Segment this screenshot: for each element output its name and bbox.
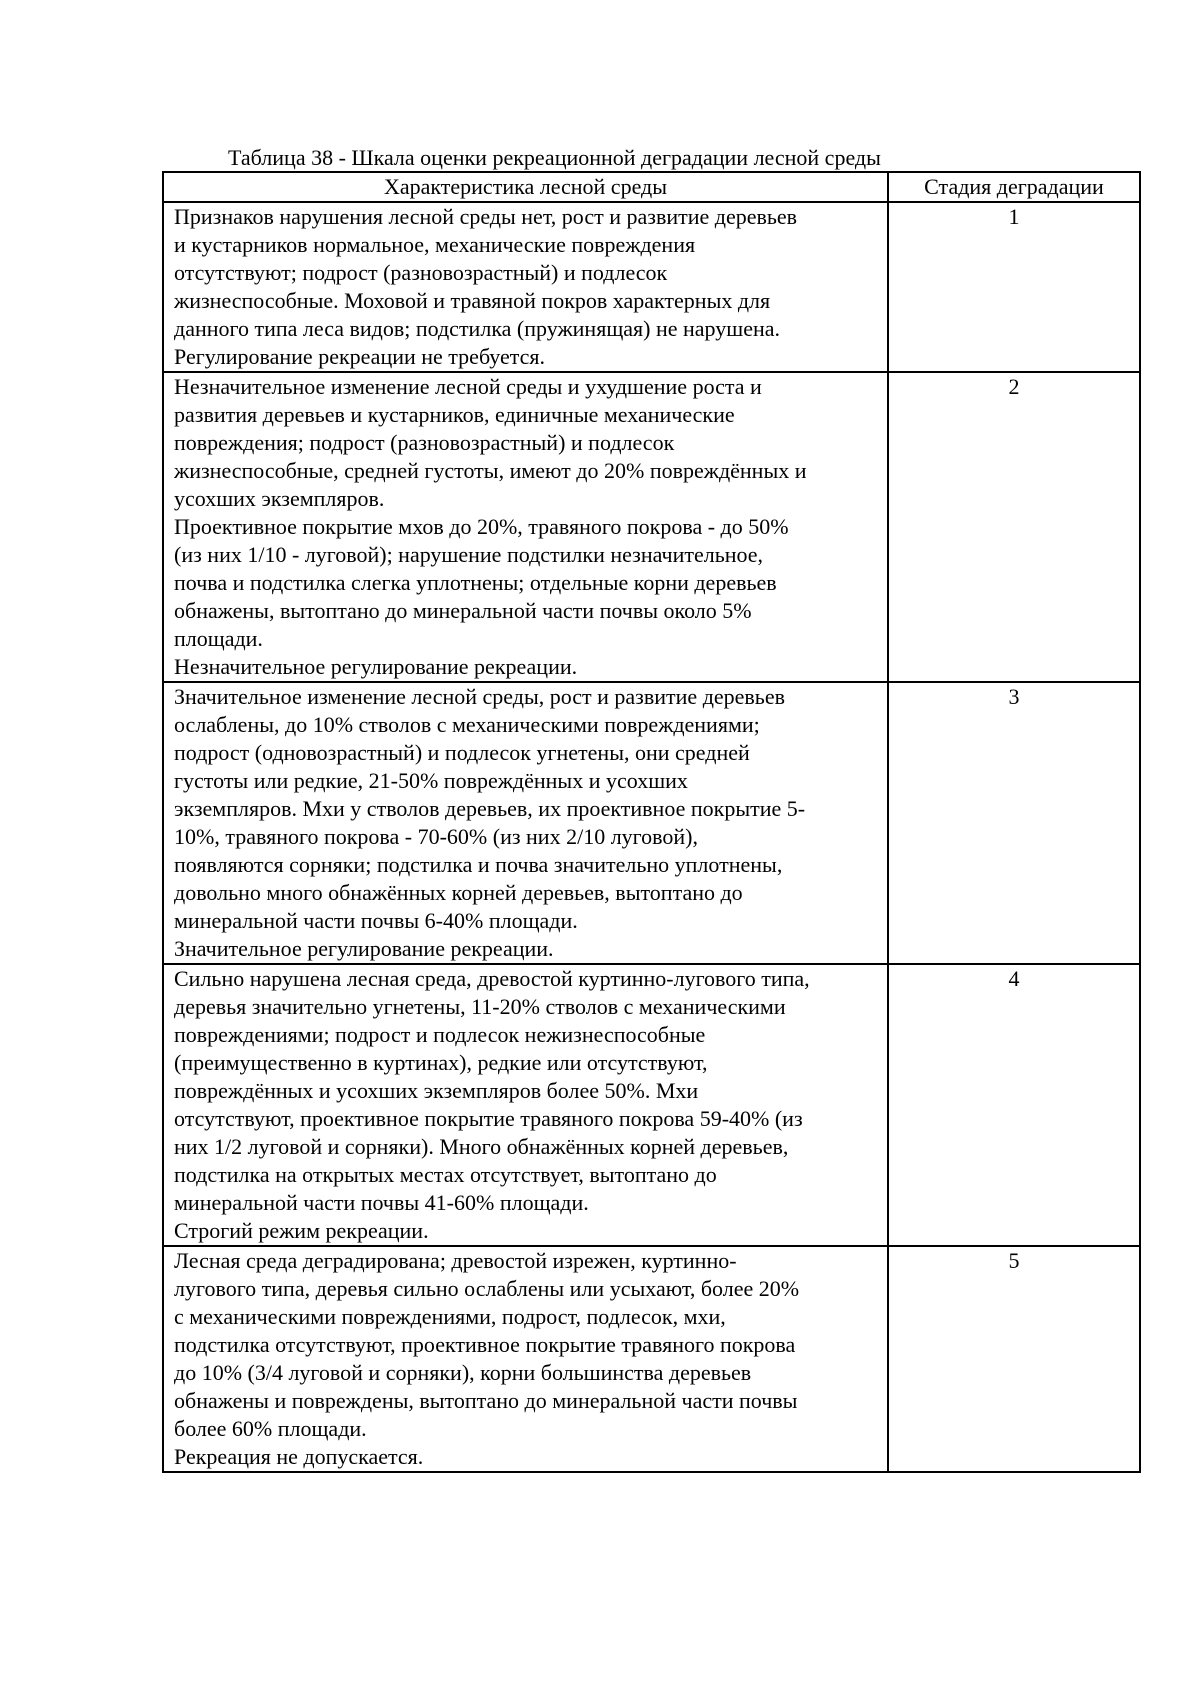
characteristic-line: подрост (одновозрастный) и подлесок угнетены, они средней <box>174 740 750 765</box>
characteristic-line: Значительное регулирование рекреации. <box>174 936 554 961</box>
characteristic-line: лугового типа, деревья сильно ослаблены или усыхают, более 20% <box>174 1276 800 1301</box>
characteristic-cell <box>163 372 888 682</box>
degradation-scale-table <box>162 171 1141 1473</box>
characteristic-line: Признаков нарушения лесной среды нет, рост и развитие деревьев <box>174 204 798 229</box>
characteristic-cell <box>163 1246 888 1472</box>
characteristic-line: площади. <box>174 626 263 651</box>
table-header-row <box>163 172 1140 202</box>
characteristic-line: Рекреация не допускается. <box>174 1444 424 1469</box>
characteristic-line: повреждённых и усохших экземпляров более 50%. Мхи <box>174 1078 699 1103</box>
characteristic-line: до 10% (3/4 луговой и сорняки), корни большинства деревьев <box>174 1360 752 1385</box>
characteristic-line: (преимущественно в куртинах), редкие или отсутствуют, <box>174 1050 708 1075</box>
characteristic-line: более 60% площади. <box>174 1416 367 1441</box>
characteristic-line: данного типа леса видов; подстилка (пружинящая) не нарушена. <box>174 316 780 341</box>
characteristic-line: Лесная среда деградирована; древостой изрежен, куртинно- <box>174 1248 737 1273</box>
characteristic-line: Значительное изменение лесной среды, рост и развитие деревьев <box>174 684 785 709</box>
table-row <box>163 372 1140 682</box>
characteristic-line: довольно много обнажённых корней деревьев, вытоптано до <box>174 880 743 905</box>
table-row <box>163 964 1140 1246</box>
table-body <box>163 202 1140 1472</box>
characteristic-line: обнажены и повреждены, вытоптано до минеральной части почвы <box>174 1388 798 1413</box>
stage-cell: 2 <box>888 372 1140 682</box>
table-caption: Таблица 38 - Шкала оценки рекреационной деградации лесной среды <box>228 145 881 170</box>
characteristic-line: усохших экземпляров. <box>174 486 385 511</box>
stage-cell: 4 <box>888 964 1140 1246</box>
characteristic-line: повреждения; подрост (разновозрастный) и подлесок <box>174 430 675 455</box>
characteristic-cell <box>163 202 888 372</box>
table-row <box>163 682 1140 964</box>
characteristic-line: появляются сорняки; подстилка и почва значительно уплотнены, <box>174 852 783 877</box>
characteristic-line: отсутствуют; подрост (разновозрастный) и подлесок <box>174 260 668 285</box>
characteristic-cell <box>163 682 888 964</box>
characteristic-line: (из них 1/10 - луговой); нарушение подстилки незначительное, <box>174 542 764 567</box>
characteristic-line: подстилка на открытых местах отсутствует, вытоптано до <box>174 1162 717 1187</box>
table-row <box>163 202 1140 372</box>
characteristic-line: ослаблены, до 10% стволов с механическими повреждениями; <box>174 712 760 737</box>
characteristic-line: Регулирование рекреации не требуется. <box>174 344 546 369</box>
characteristic-line: жизнеспособные, средней густоты, имеют до 20% повреждённых и <box>174 458 807 483</box>
characteristic-line: минеральной части почвы 41-60% площади. <box>174 1190 589 1215</box>
characteristic-line: Сильно нарушена лесная среда, древостой куртинно-лугового типа, <box>174 966 810 991</box>
characteristic-cell <box>163 964 888 1246</box>
characteristic-line: экземпляров. Мхи у стволов деревьев, их проективное покрытие 5- <box>174 796 806 821</box>
header-characteristic: Характеристика лесной среды <box>163 172 888 202</box>
characteristic-line: обнажены, вытоптано до минеральной части почвы около 5% <box>174 598 752 623</box>
characteristic-line: густоты или редкие, 21-50% повреждённых и усохших <box>174 768 688 793</box>
characteristic-line: Строгий режим рекреации. <box>174 1218 429 1243</box>
characteristic-line: Проективное покрытие мхов до 20%, травяного покрова - до 50% <box>174 514 789 539</box>
characteristic-line: Незначительное регулирование рекреации. <box>174 654 578 679</box>
characteristic-line: жизнеспособные. Моховой и травяной покров характерных для <box>174 288 771 313</box>
header-stage: Стадия деградации <box>888 172 1140 202</box>
characteristic-line: минеральной части почвы 6-40% площади. <box>174 908 578 933</box>
characteristic-line: повреждениями; подрост и подлесок нежизнеспособные <box>174 1022 706 1047</box>
characteristic-line: с механическими повреждениями, подрост, подлесок, мхи, <box>174 1304 726 1329</box>
characteristic-line: и кустарников нормальное, механические повреждения <box>174 232 696 257</box>
characteristic-line: них 1/2 луговой и сорняки). Много обнажённых корней деревьев, <box>174 1134 789 1159</box>
characteristic-line: Незначительное изменение лесной среды и ухудшение роста и <box>174 374 762 399</box>
table-row <box>163 1246 1140 1472</box>
stage-cell: 3 <box>888 682 1140 964</box>
characteristic-line: развития деревьев и кустарников, единичные механические <box>174 402 735 427</box>
characteristic-line: подстилка отсутствуют, проективное покрытие травяного покрова <box>174 1332 796 1357</box>
stage-cell: 1 <box>888 202 1140 372</box>
characteristic-line: почва и подстилка слегка уплотнены; отдельные корни деревьев <box>174 570 777 595</box>
stage-cell: 5 <box>888 1246 1140 1472</box>
characteristic-line: деревья значительно угнетены, 11-20% стволов с механическими <box>174 994 786 1019</box>
characteristic-line: отсутствуют, проективное покрытие травяного покрова 59-40% (из <box>174 1106 803 1131</box>
characteristic-line: 10%, травяного покрова - 70-60% (из них 2/10 луговой), <box>174 824 698 849</box>
